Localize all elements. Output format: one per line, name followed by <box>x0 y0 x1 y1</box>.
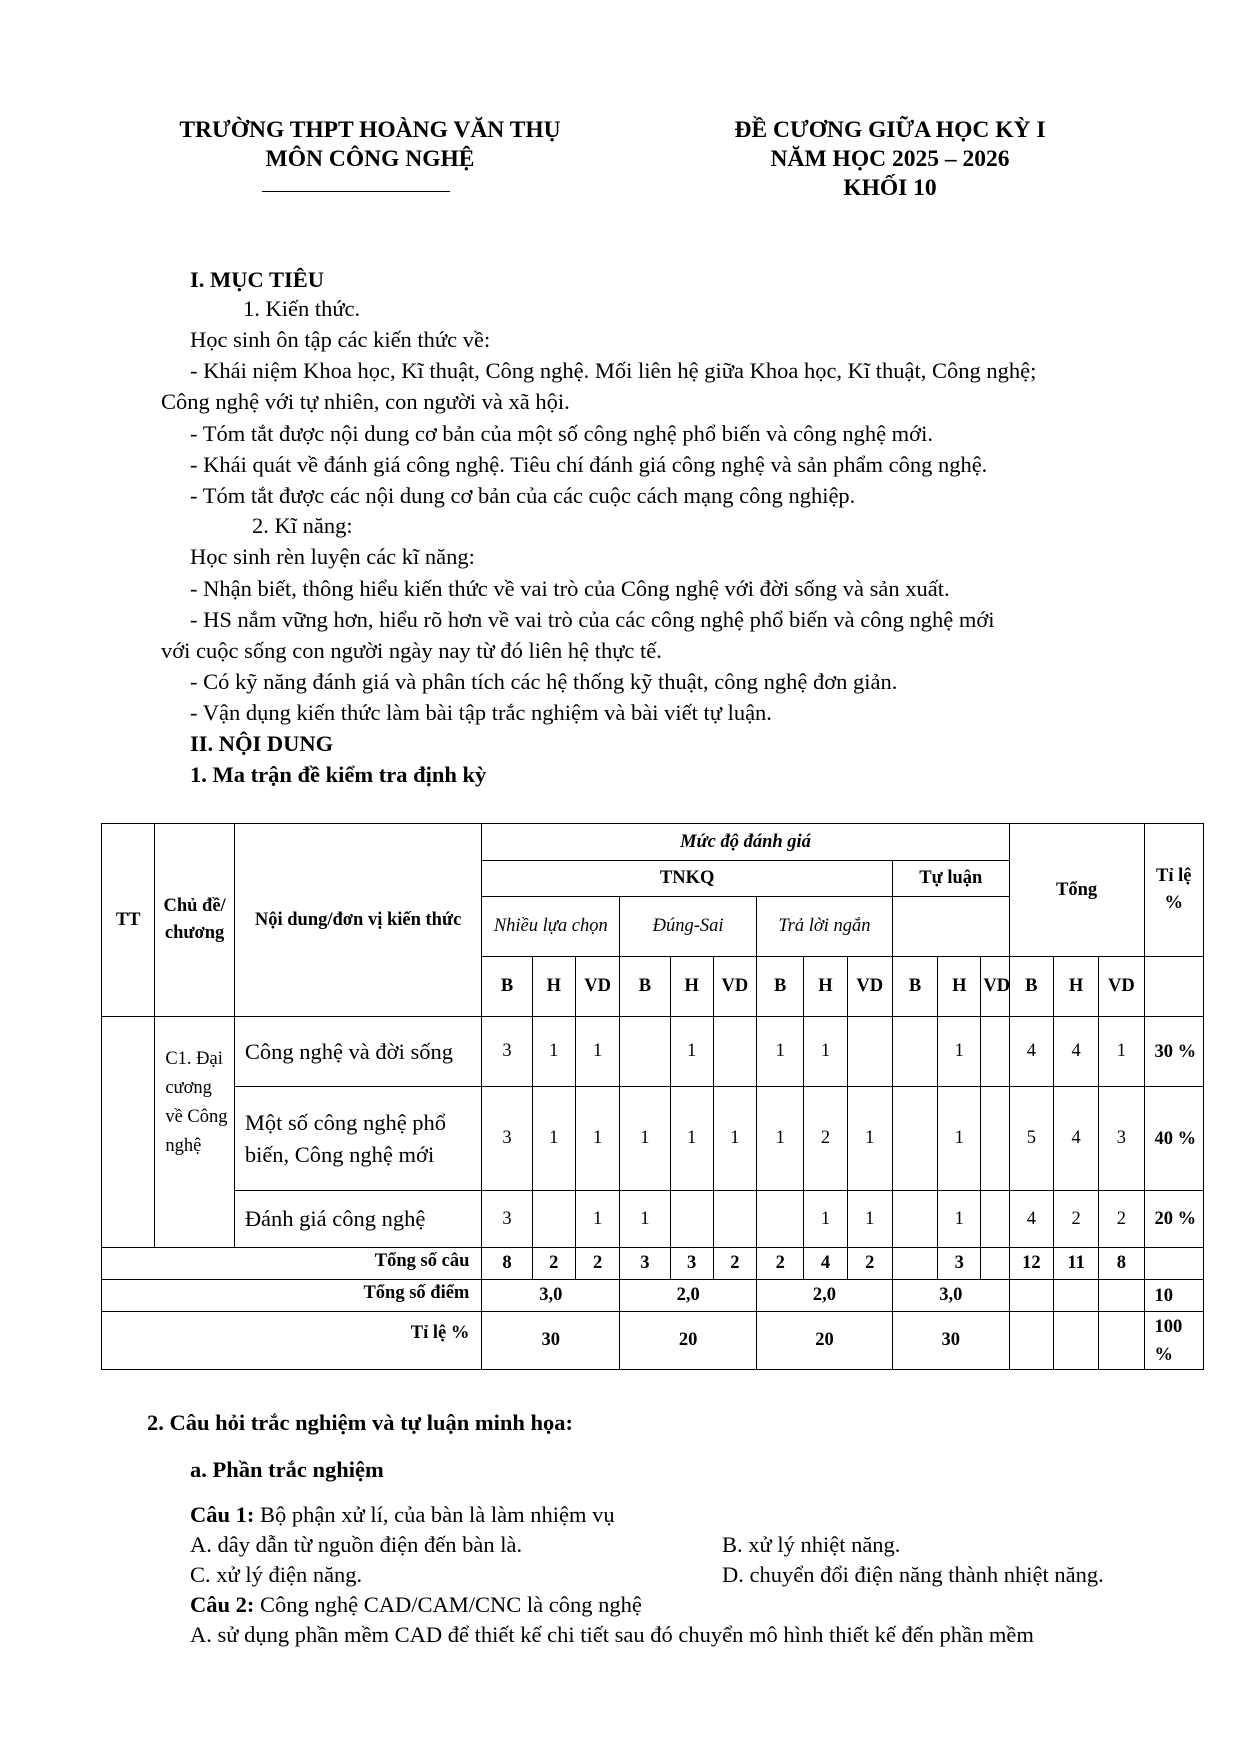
col-header-essay: Tự luận <box>892 861 1009 897</box>
value-cell: 1 <box>757 1017 804 1087</box>
total-value-cell: 8 <box>1099 1248 1144 1280</box>
total-value-cell: 4 <box>804 1248 847 1280</box>
value-cell <box>670 1191 713 1248</box>
assessment-matrix-table <box>101 823 1204 1370</box>
total-value-cell: 11 <box>1053 1248 1098 1280</box>
subheader-true-false: Đúng-Sai <box>620 897 757 957</box>
col-header-ratio: Tỉ lệ % <box>1144 824 1203 957</box>
value-cell: 1 <box>938 1191 981 1248</box>
value-cell <box>620 1017 670 1087</box>
level-b: B <box>620 957 670 1017</box>
value-cell: 1 <box>847 1191 892 1248</box>
ratio-cell: 20 % <box>1144 1191 1203 1248</box>
bullet-item: - Vận dụng kiến thức làm bài tập trắc nghiệm và bài viết tự luận. <box>190 700 772 725</box>
bullet-item: - Tóm tắt được các nội dung cơ bản của các cuộc cách mạng công nghiệp. <box>190 483 856 508</box>
level-b: B <box>482 957 532 1017</box>
value-cell: 3 <box>482 1191 532 1248</box>
value-cell <box>713 1017 756 1087</box>
total-value-cell <box>892 1248 937 1280</box>
value-cell: 1 <box>938 1017 981 1087</box>
paragraph: Học sinh rèn luyện các kĩ năng: <box>190 544 475 569</box>
questions-heading: 2. Câu hỏi trắc nghiệm và tự luận minh họa: <box>147 1410 574 1435</box>
col-header-tnkq: TNKQ <box>482 861 893 897</box>
value-cell <box>892 1191 937 1248</box>
col-header-tt: TT <box>102 824 155 1017</box>
value-cell: 1 <box>620 1191 670 1248</box>
subsection-heading: 1. Ma trận đề kiểm tra định kỳ <box>190 762 487 787</box>
total-questions-label: Tổng số câu <box>102 1248 482 1280</box>
level-vd: VD <box>575 957 619 1017</box>
value-cell: 1 <box>575 1087 619 1191</box>
level-b: B <box>1009 957 1053 1017</box>
value-cell <box>892 1017 937 1087</box>
value-cell <box>757 1191 804 1248</box>
answer-option: C. xử lý điện năng. <box>190 1562 363 1587</box>
bullet-item: - Nhận biết, thông hiểu kiến thức về vai trò của Công nghệ với đời sống và sản xuất. <box>190 576 950 601</box>
value-cell: 1 <box>938 1087 981 1191</box>
section-heading: I. MỤC TIÊU <box>190 267 324 292</box>
answer-option: D. chuyển đổi điện năng thành nhiệt năng. <box>722 1562 1104 1587</box>
value-cell: 1 <box>804 1017 847 1087</box>
total-value-cell: 2 <box>532 1248 575 1280</box>
level-vd: VD <box>981 957 1009 1017</box>
value-cell: 4 <box>1009 1191 1053 1248</box>
value-cell <box>847 1017 892 1087</box>
value-cell: 2 <box>1099 1191 1144 1248</box>
table-row <box>102 1087 1204 1191</box>
empty-cell <box>1144 1248 1203 1280</box>
value-cell: 1 <box>804 1191 847 1248</box>
ratio-sum-cell: 100 % <box>1144 1312 1203 1370</box>
ratio-cell: 30 <box>892 1312 1009 1370</box>
subject-name: MÔN CÔNG NGHỆ <box>265 146 475 172</box>
question-text: Công nghệ CAD/CAM/CNC là công nghệ <box>254 1592 642 1617</box>
value-cell <box>532 1191 575 1248</box>
level-h: H <box>670 957 713 1017</box>
value-cell: 4 <box>1009 1017 1053 1087</box>
total-value-cell: 8 <box>482 1248 532 1280</box>
value-cell: 1 <box>575 1017 619 1087</box>
value-cell: 1 <box>532 1087 575 1191</box>
paragraph: Học sinh ôn tập các kiến thức về: <box>190 327 491 352</box>
level-vd: VD <box>713 957 756 1017</box>
bullet-continuation: với cuộc sống con người ngày nay từ đó liên hệ thực tế. <box>161 638 662 663</box>
value-cell <box>892 1087 937 1191</box>
ratio-row <box>102 1312 1204 1370</box>
empty-cell <box>1099 1312 1144 1370</box>
answer-option: A. sử dụng phần mềm CAD để thiết kế chi tiết sau đó chuyển mô hình thiết kế đến phần mềm <box>190 1622 1034 1647</box>
value-cell: 3 <box>1099 1087 1144 1191</box>
ratio-cell: 30 % <box>1144 1017 1203 1087</box>
col-header-total: Tổng <box>1009 824 1144 957</box>
bullet-item: - Khái niệm Khoa học, Kĩ thuật, Công nghệ. Mối liên hệ giữa Khoa học, Kĩ thuật, Công nghệ; <box>190 358 1037 383</box>
subsection-heading: 2. Kĩ năng: <box>252 513 353 538</box>
value-cell: 2 <box>804 1087 847 1191</box>
question-label: Câu 1: <box>190 1502 255 1527</box>
empty-cell <box>1053 1312 1098 1370</box>
part-heading: a. Phần trắc nghiệm <box>190 1457 384 1482</box>
ratio-cell: 20 <box>620 1312 757 1370</box>
value-cell: 5 <box>1009 1087 1053 1191</box>
value-cell: 1 <box>713 1087 756 1191</box>
school-header <box>130 116 610 174</box>
empty-cell <box>1099 1280 1144 1312</box>
school-name: TRƯỜNG THPT HOÀNG VĂN THỤ <box>179 117 561 143</box>
col-header-topic: Chủ đề/ chương <box>155 824 234 1017</box>
value-cell <box>981 1191 1009 1248</box>
points-cell: 2,0 <box>620 1280 757 1312</box>
content-cell: Công nghệ và đời sống <box>234 1017 482 1087</box>
points-sum-cell: 10 <box>1144 1280 1203 1312</box>
bullet-item: - Có kỹ năng đánh giá và phân tích các hệ thống kỹ thuật, công nghệ đơn giản. <box>190 669 898 694</box>
header-divider <box>262 191 450 192</box>
table-row <box>102 1017 1204 1087</box>
topic-cell: C1. Đại cương về Công nghệ <box>155 1017 234 1248</box>
ratio-cell: 40 % <box>1144 1087 1203 1191</box>
document-title: ĐỀ CƯƠNG GIỮA HỌC KỲ I <box>734 117 1046 143</box>
empty-cell <box>1009 1312 1053 1370</box>
ratio-label: Tỉ lệ % <box>102 1312 482 1370</box>
value-cell: 4 <box>1053 1087 1098 1191</box>
answer-option: B. xử lý nhiệt năng. <box>722 1532 901 1557</box>
total-value-cell <box>981 1248 1009 1280</box>
ratio-cell: 20 <box>757 1312 893 1370</box>
grade-label: KHỐI 10 <box>843 175 937 201</box>
school-year: NĂM HỌC 2025 – 2026 <box>770 146 1010 172</box>
level-ratio-empty <box>1144 957 1203 1017</box>
bullet-item: - HS nắm vững hơn, hiểu rõ hơn về vai trò của các công nghệ phổ biến và công nghệ mới <box>190 607 995 632</box>
value-cell: 1 <box>670 1087 713 1191</box>
content-cell: Đánh giá công nghệ <box>234 1191 482 1248</box>
col-header-level: Mức độ đánh giá <box>482 824 1009 861</box>
total-value-cell: 3 <box>938 1248 981 1280</box>
level-h: H <box>938 957 981 1017</box>
bullet-continuation: Công nghệ với tự nhiên, con người và xã hội. <box>161 389 570 414</box>
level-h: H <box>804 957 847 1017</box>
level-h: H <box>532 957 575 1017</box>
level-h: H <box>1053 957 1098 1017</box>
empty-cell <box>1053 1280 1098 1312</box>
question-text: Bộ phận xử lí, của bàn là làm nhiệm vụ <box>254 1502 615 1527</box>
total-value-cell: 3 <box>670 1248 713 1280</box>
value-cell: 1 <box>620 1087 670 1191</box>
value-cell: 2 <box>1053 1191 1098 1248</box>
level-b: B <box>892 957 937 1017</box>
level-vd: VD <box>847 957 892 1017</box>
points-cell: 2,0 <box>757 1280 893 1312</box>
value-cell: 4 <box>1053 1017 1098 1087</box>
content-cell: Một số công nghệ phổ biến, Công nghệ mới <box>234 1087 482 1191</box>
subsection-heading: 1. Kiến thức. <box>243 296 361 321</box>
section-heading: II. NỘI DUNG <box>190 731 334 756</box>
table-row <box>102 1191 1204 1248</box>
level-b: B <box>757 957 804 1017</box>
total-value-cell: 2 <box>757 1248 804 1280</box>
value-cell <box>713 1191 756 1248</box>
total-value-cell: 3 <box>620 1248 670 1280</box>
question-1 <box>190 1499 615 1530</box>
value-cell: 1 <box>532 1017 575 1087</box>
value-cell: 3 <box>482 1017 532 1087</box>
value-cell <box>981 1087 1009 1191</box>
total-value-cell: 2 <box>713 1248 756 1280</box>
document-title-block <box>660 116 1120 203</box>
total-value-cell: 2 <box>575 1248 619 1280</box>
subheader-short-answer: Trả lời ngắn <box>757 897 893 957</box>
value-cell: 1 <box>575 1191 619 1248</box>
level-vd: VD <box>1099 957 1144 1017</box>
subheader-multiple-choice: Nhiều lựa chọn <box>482 897 620 957</box>
points-cell: 3,0 <box>482 1280 620 1312</box>
total-points-label: Tổng số điểm <box>102 1280 482 1312</box>
answer-option: A. dây dẫn từ nguồn điện đến bàn là. <box>190 1532 523 1557</box>
question-2 <box>190 1589 642 1620</box>
value-cell: 1 <box>1099 1017 1144 1087</box>
ratio-cell: 30 <box>482 1312 620 1370</box>
bullet-item: - Tóm tắt được nội dung cơ bản của một số công nghệ phổ biến và công nghệ mới. <box>190 421 933 446</box>
empty-cell <box>1009 1280 1053 1312</box>
value-cell: 1 <box>670 1017 713 1087</box>
value-cell: 3 <box>482 1087 532 1191</box>
value-cell <box>981 1017 1009 1087</box>
total-points-row <box>102 1280 1204 1312</box>
total-value-cell: 2 <box>847 1248 892 1280</box>
total-questions-row <box>102 1248 1204 1280</box>
tt-cell <box>102 1017 155 1248</box>
subheader-essay-empty <box>892 897 1009 957</box>
value-cell: 1 <box>757 1087 804 1191</box>
value-cell: 1 <box>847 1087 892 1191</box>
bullet-item: - Khái quát về đánh giá công nghệ. Tiêu chí đánh giá công nghệ và sản phẩm công nghệ. <box>190 452 988 477</box>
total-value-cell: 12 <box>1009 1248 1053 1280</box>
col-header-content: Nội dung/đơn vị kiến thức <box>234 824 482 1017</box>
question-label: Câu 2: <box>190 1592 255 1617</box>
points-cell: 3,0 <box>892 1280 1009 1312</box>
